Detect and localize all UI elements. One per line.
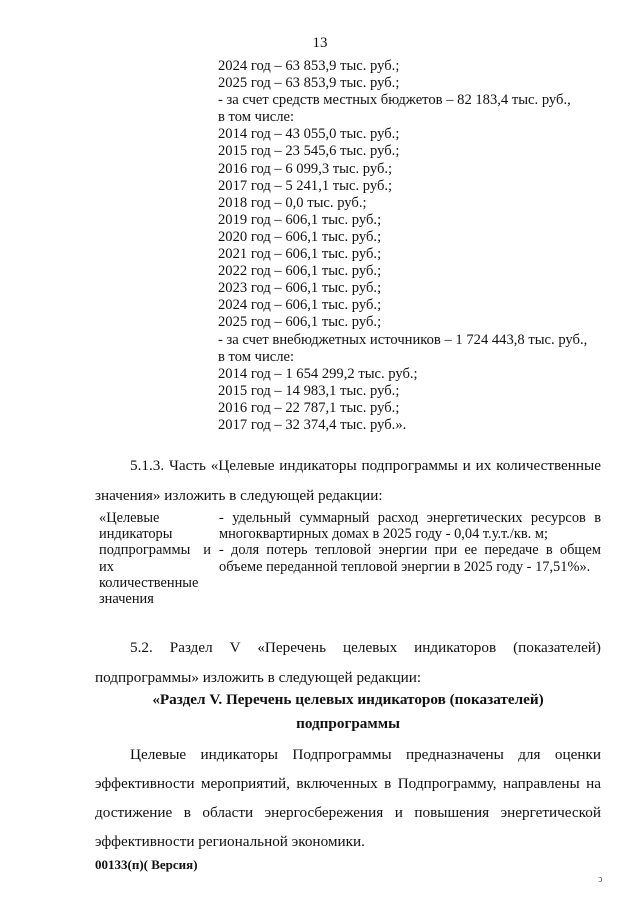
page-number: 13 xyxy=(312,35,328,51)
funding-line: 2015 год – 14 983,1 тыс. руб.; xyxy=(218,382,400,399)
section-heading-continued: подпрограммы xyxy=(296,715,400,732)
funding-line: 2016 год – 6 099,3 тыс. руб.; xyxy=(218,160,393,177)
indicator-table-values xyxy=(219,510,601,575)
indicator-item: - доля потерь тепловой энергии при ее передаче в общем объеме переданной тепловой энергии в 2025 году - 17,51%». xyxy=(219,542,601,575)
funding-line: 2021 год – 606,1 тыс. руб.; xyxy=(218,246,382,263)
funding-line: 2016 год – 22 787,1 тыс. руб.; xyxy=(218,399,400,416)
funding-line: в том числе: xyxy=(218,348,295,365)
funding-line: 2024 год – 606,1 тыс. руб.; xyxy=(218,297,382,314)
funding-list xyxy=(218,58,604,434)
funding-line: 2022 год – 606,1 тыс. руб.; xyxy=(218,263,382,280)
funding-line: 2025 год – 606,1 тыс. руб.; xyxy=(218,314,382,331)
funding-line: 2020 год – 606,1 тыс. руб.; xyxy=(218,228,382,245)
indicator-item: - удельный суммарный расход энергетических ресурсов в многоквартирных домах в 2025 году - 0,04 т.у.т./кв. м; xyxy=(219,510,601,543)
body-paragraph: Целевые индикаторы Подпрограммы предназначены для оценки эффективности мероприятий, включенных в Подпрограмму, направлены на достижение в области энергосбережения и повышения энергетической эффективности региональной экономики. xyxy=(95,746,601,850)
funding-line: 2024 год – 63 853,9 тыс. руб.; xyxy=(218,58,400,74)
paragraph-5-1-3: 5.1.3. Часть «Целевые индикаторы подпрограммы и их количественные значения» изложить в следующей редакции: xyxy=(95,457,601,504)
document-footer-code: 00133(п)( Версия) xyxy=(95,857,198,872)
section-heading: «Раздел V. Перечень целевых индикаторов (показателей) xyxy=(152,691,544,708)
funding-line: 2015 год – 23 545,6 тыс. руб.; xyxy=(218,143,400,160)
funding-line: в том числе: xyxy=(218,109,295,126)
funding-line: - за счет средств местных бюджетов – 82 183,4 тыс. руб., xyxy=(218,92,571,109)
funding-line: 2018 год – 0,0 тыс. руб.; xyxy=(218,194,367,211)
paragraph-5-2-line-1: 5.2. Раздел V «Перечень целевых индикаторов (показателей) xyxy=(130,639,601,656)
funding-line: 2017 год – 5 241,1 тыс. руб.; xyxy=(218,177,393,194)
funding-line: - за счет внебюджетных источников – 1 724 443,8 тыс. руб., xyxy=(218,331,588,348)
funding-line: 2017 год – 32 374,4 тыс. руб.». xyxy=(218,416,407,433)
indicator-table-label: «Целевые индикаторы подпрограммы и их количественные значения xyxy=(99,510,211,608)
funding-line: 2023 год – 606,1 тыс. руб.; xyxy=(218,280,382,297)
funding-line: 2014 год – 1 654 299,2 тыс. руб.; xyxy=(218,365,418,382)
funding-line: 2014 год – 43 055,0 тыс. руб.; xyxy=(218,126,400,143)
funding-line: 2019 год – 606,1 тыс. руб.; xyxy=(218,211,382,228)
corner-mark: ↄ xyxy=(598,874,603,885)
paragraph-5-2-line-2: подпрограммы» изложить в следующей редакции: xyxy=(95,669,422,686)
funding-line: 2025 год – 63 853,9 тыс. руб.; xyxy=(218,75,400,92)
